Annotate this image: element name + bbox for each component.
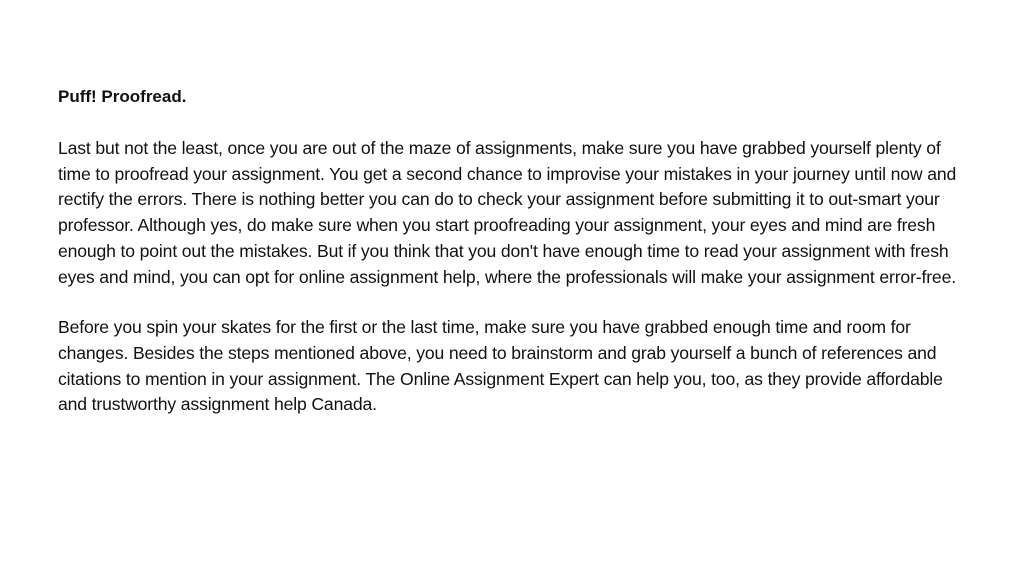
body-paragraph: Before you spin your skates for the first or the last time, make sure you have grabbed enough time and room for changes. Besides the steps mentioned above, you need to brainstorm and grab yourself a bunch of references and citations to mention in your assignment. The Online Assignment Expert can help you, too, as they provide affordable and trustworthy assignment help Canada. [58,317,943,415]
body-paragraph: Last but not the least, once you are out of the maze of assignments, make sure you have grabbed yourself plenty of time to proofread your assignment. You get a second chance to improvise your mistakes in your journey until now and rectify the errors. There is nothing better you can do to check your assignment before submitting it to out-smart your professor. Although yes, do make sure when you start proofreading your assignment, your eyes and mind are fresh enough to point out the mistakes. But if you think that you don't have enough time to read your assignment with fresh eyes and mind, you can opt for online assignment help, where the professionals will make your assignment error-free. [58,138,957,287]
document-slide [58,84,973,443]
section-heading: Puff! Proofread. [58,87,187,106]
